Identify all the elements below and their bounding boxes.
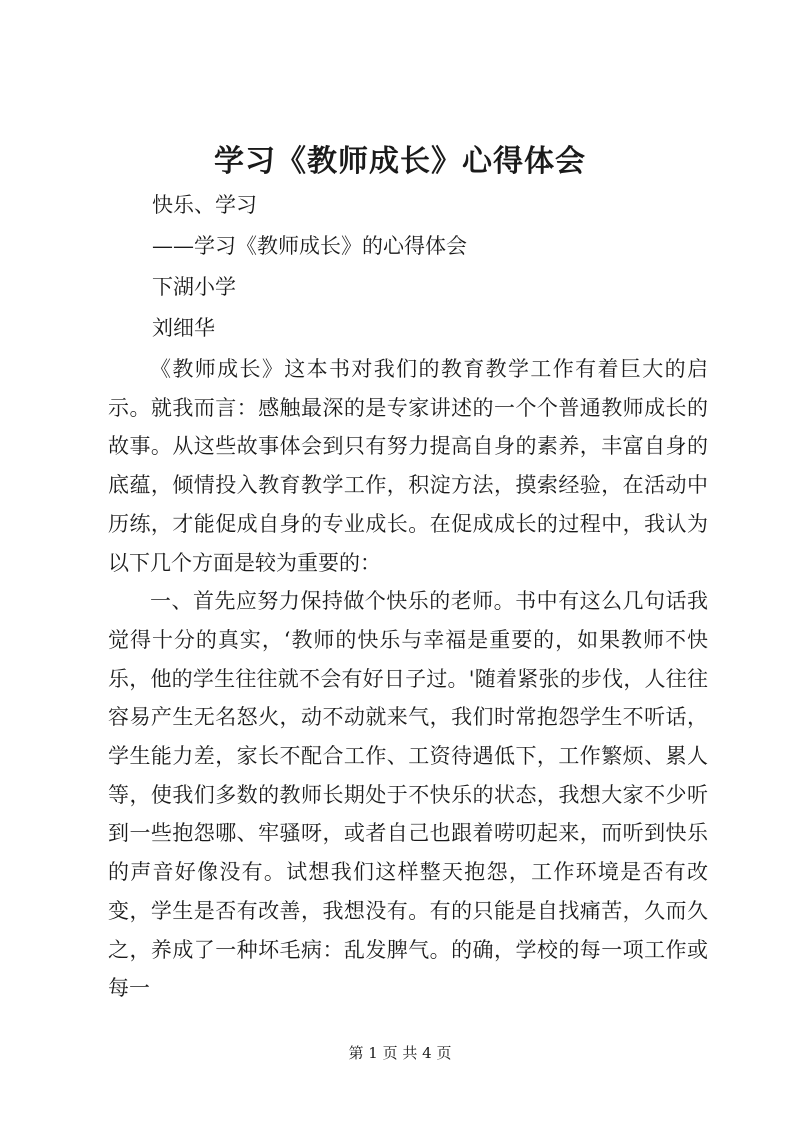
subtitle-secondary: ——学习《教师成长》的心得体会 bbox=[152, 234, 467, 258]
page-number: 第 1 页 共 4 页 bbox=[348, 1044, 452, 1062]
subtitle: 快乐、学习 bbox=[152, 193, 257, 217]
document-body bbox=[108, 350, 708, 1008]
school-name: 下湖小学 bbox=[152, 275, 236, 299]
paragraph-intro: 《教师成长》这本书对我们的教育教学工作有着巨大的启示。就我而言：感触最深的是专家讲述的一个个普通教师成长的故事。从这些故事体会到只有努力提高自身的素养，丰富自身的底蕴，倾情投入教育教学工作，积淀方法，摸索经验，在活动中历练，才能促成自身的专业成长。在促成成长的过程中，我认为以下几个方面是较为重要的： bbox=[108, 357, 708, 575]
paragraph-point-one: 一、首先应努力保持做个快乐的老师。书中有这么几句话我觉得十分的真实，‘教师的快乐与幸福是重要的，如果教师不快乐，他的学生往往就不会有好日子过。'随着紧张的步伐，人往往容易产生无名怒火，动不动就来气，我们时常抱怨学生不听话，学生能力差，家长不配合工作、工资待遇低下，工作繁烦、累人等，使我们多数的教师长期处于不快乐的状态，我想大家不少听到一些抱怨哪、牢骚呀，或者自己也跟着唠叨起来，而听到快乐的声音好像没有。试想我们这样整天抱怨，工作环境是否有改变，学生是否有改善，我想没有。有的只能是自找痛苦，久而久之，养成了一种坏毛病：乱发脾气。的确，学校的每一项工作或每一 bbox=[108, 589, 708, 1001]
author-name: 刘细华 bbox=[152, 316, 215, 340]
document-title: 学习《教师成长》心得体会 bbox=[214, 144, 586, 179]
